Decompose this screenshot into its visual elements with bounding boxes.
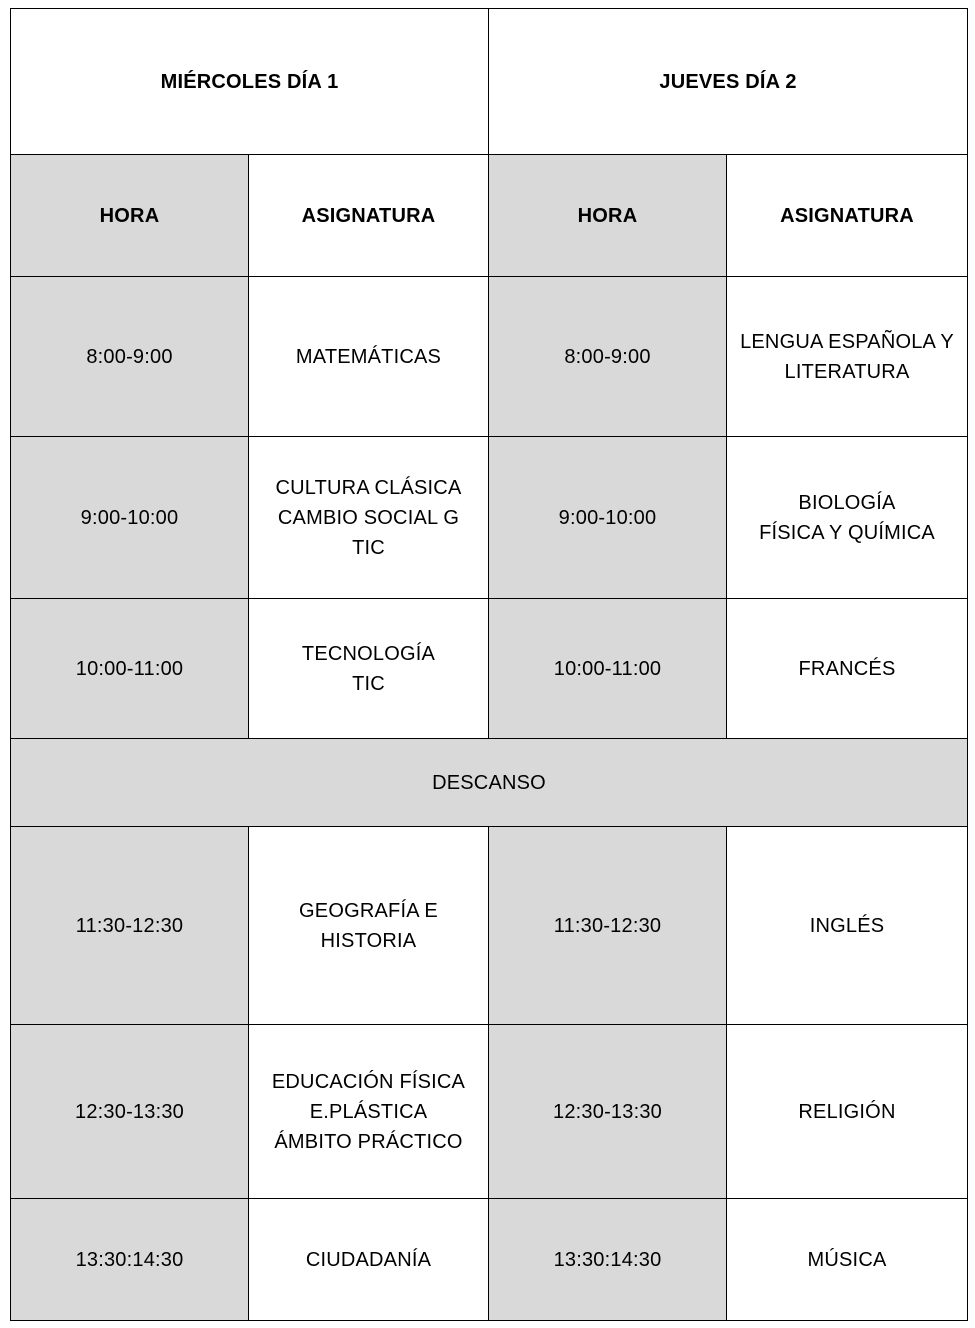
day-2-subject-cell — [727, 827, 968, 1025]
day-2-hora-header: HORA — [489, 155, 727, 277]
subject-line: TIC — [352, 536, 385, 559]
subject-line: LENGUA ESPAÑOLA Y — [740, 330, 954, 353]
subject-line: CIUDADANÍA — [305, 1248, 432, 1271]
schedule-row — [11, 1199, 968, 1321]
day-2-time-cell: 11:30-12:30 — [489, 827, 727, 1025]
schedule-row — [11, 827, 968, 1025]
subject-line: TECNOLOGÍA — [301, 642, 436, 665]
day-1-time-cell: 11:30-12:30 — [11, 827, 249, 1025]
day-1-asignatura-header: ASIGNATURA — [249, 155, 489, 277]
subject-line: E.PLÁSTICA — [309, 1100, 428, 1123]
subject-line: LITERATURA — [784, 360, 910, 383]
day-2-title: JUEVES DÍA 2 — [489, 9, 968, 155]
day-2-time-cell: 9:00-10:00 — [489, 437, 727, 599]
subject-line: RELIGIÓN — [798, 1100, 896, 1123]
day-1-hora-header: HORA — [11, 155, 249, 277]
day-2-time-cell: 12:30-13:30 — [489, 1025, 727, 1199]
day-2-subject-cell — [727, 599, 968, 739]
schedule-row — [11, 599, 968, 739]
day-2-time-cell: 13:30:14:30 — [489, 1199, 727, 1321]
schedule-row — [11, 1025, 968, 1199]
subject-line: BIOLOGÍA — [798, 491, 896, 514]
day-title-row — [11, 9, 968, 155]
subject-line: MÚSICA — [807, 1248, 887, 1271]
column-header-row — [11, 155, 968, 277]
day-1-subject-cell — [249, 827, 489, 1025]
day-1-time-cell: 8:00-9:00 — [11, 277, 249, 437]
day-2-subject-cell — [727, 437, 968, 599]
subject-line: FÍSICA Y QUÍMICA — [759, 521, 935, 544]
day-1-time-cell: 10:00-11:00 — [11, 599, 249, 739]
subject-line: CULTURA CLÁSICA — [275, 476, 462, 499]
break-row — [11, 739, 968, 827]
day-1-subject-cell — [249, 277, 489, 437]
day-2-time-cell: 10:00-11:00 — [489, 599, 727, 739]
subject-line: CAMBIO SOCIAL G — [277, 506, 460, 529]
subject-line: FRANCÉS — [798, 657, 896, 680]
day-1-subject-cell — [249, 1199, 489, 1321]
day-1-time-cell: 9:00-10:00 — [11, 437, 249, 599]
day-2-subject-cell — [727, 1199, 968, 1321]
day-2-subject-cell — [727, 277, 968, 437]
subject-line: MATEMÁTICAS — [295, 345, 442, 368]
day-1-time-cell: 12:30-13:30 — [11, 1025, 249, 1199]
day-1-subject-cell — [249, 437, 489, 599]
subject-line: ÁMBITO PRÁCTICO — [274, 1130, 463, 1153]
subject-line: GEOGRAFÍA E — [299, 899, 438, 922]
day-2-subject-cell — [727, 1025, 968, 1199]
subject-line: EDUCACIÓN FÍSICA — [271, 1070, 466, 1093]
schedule-row — [11, 437, 968, 599]
day-1-subject-cell — [249, 599, 489, 739]
day-1-subject-cell — [249, 1025, 489, 1199]
day-1-title: MIÉRCOLES DÍA 1 — [11, 9, 489, 155]
subject-line: TIC — [352, 672, 385, 695]
subject-line: HISTORIA — [320, 929, 417, 952]
day-1-time-cell: 13:30:14:30 — [11, 1199, 249, 1321]
day-2-time-cell: 8:00-9:00 — [489, 277, 727, 437]
day-2-asignatura-header: ASIGNATURA — [727, 155, 968, 277]
break-cell: DESCANSO — [11, 739, 968, 827]
subject-line: INGLÉS — [809, 914, 885, 937]
schedule-table — [10, 8, 968, 1321]
schedule-row — [11, 277, 968, 437]
